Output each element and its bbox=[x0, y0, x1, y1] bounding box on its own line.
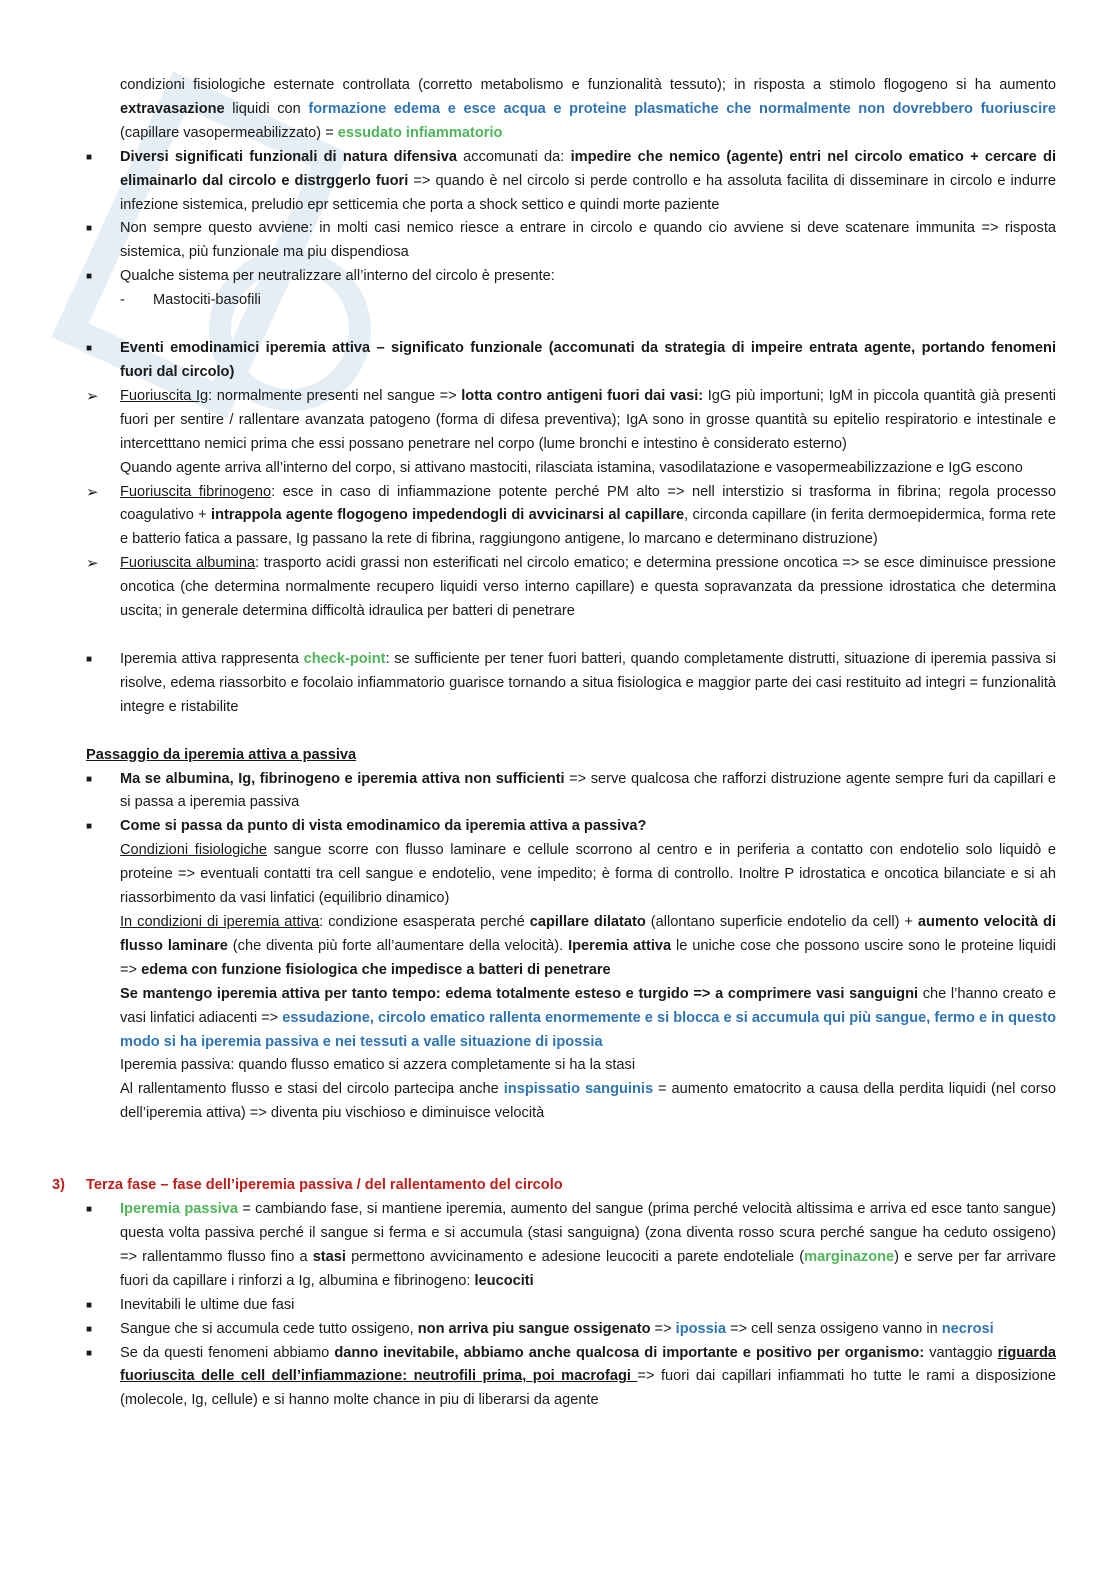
square-bullet-icon: ■ bbox=[86, 821, 93, 833]
square-bullet-icon: ■ bbox=[86, 1204, 93, 1216]
sub-item-mastociti: - Mastociti-basofili bbox=[0, 289, 1116, 313]
list-item-non-sempre: ■ Non sempre questo avviene: in molti casi nemico riesce a entrare in circolo e quando cio avviene si deve scatenare immunita => risposta sistemica, più funzionale ma piu dispendiosa bbox=[0, 217, 1116, 265]
list-item-non-sufficienti: ■ Ma se albumina, Ig, fibrinogeno e iperemia attiva non sufficienti => serve qualcosa che rafforzi distruzione agente sempre furi da capillari e si passa a iperemia passiva bbox=[0, 768, 1116, 816]
document-page bbox=[0, 74, 1116, 1413]
section-title-terza-fase: 3) Terza fase – fase dell’iperemia passiva / del rallentamento del circolo bbox=[52, 1177, 563, 1194]
square-bullet-icon: ■ bbox=[86, 223, 93, 235]
square-bullet-icon: ■ bbox=[86, 1323, 93, 1335]
list-item-check-point: ■ Iperemia attiva rappresenta check-point: se sufficiente per tener fuori batteri, quando completamente distrutti, situazione di iperemia passiva si risolve, edema riassorbito e focolaio infiammatorio guarisce tornando a situa fisiologica e maggior parte dei casi restituito ad integri = funzionalità integre e ristabilite bbox=[0, 648, 1116, 720]
list-item-iperemia-passiva: ■ Iperemia passiva = cambiando fase, si mantiene iperemia, aumento del sangue (prima perché velocità altissima e arriva ed esce tanto sangue) questa volta passiva perché il sangue si ferma e si accumula (stasi sanguigna) (zona diventa rosso scura perché sangue ha ceduto ossigeno) => rallentammo flusso fino a stasi permettono avvicinamento e adesione leucociti a parete endoteliale (marginazone) e serve per far arrivare fuori da capillare i rinforzi a Ig, albumina e fibrinogeno: leucociti bbox=[0, 1198, 1116, 1294]
list-item-eventi-emodinamici: ■ Eventi emodinamici iperemia attiva – significato funzionale (accomunati da strategia di impeire entrata agente, portando fenomeni fuori dal circolo) bbox=[0, 337, 1116, 385]
list-item-fuoriuscita-ig: ➢ Fuoriuscita Ig: normalmente presenti nel sangue => lotta contro antigeni fuori dai vasi: IgG più importuni; IgM in piccola quantità già presenti fuori per sentire / rallentare avanzata patogeno (forma di difesa preventiva); IgA sono in grosse quantità su epitelio respiratorio e intestinale e intercetttano nemici prima che essi possano penetrare nel corpo (lume bronchi e intestino è considerato esterno) Quando agente arriva all’interno del corpo, si attivano mastociti, rilasciata istamina, vasodilatazione e vasopermeabilizzazione e IgG escono bbox=[0, 385, 1116, 481]
section-heading-passaggio: Passaggio da iperemia attiva a passiva bbox=[86, 746, 357, 763]
dash-bullet-icon: - bbox=[120, 292, 125, 309]
square-bullet-icon: ■ bbox=[86, 271, 93, 283]
square-bullet-icon: ■ bbox=[86, 773, 93, 785]
arrow-bullet-icon: ➢ bbox=[86, 387, 99, 405]
arrow-bullet-icon: ➢ bbox=[86, 483, 99, 501]
list-item-fuoriuscita-albumina: ➢ Fuoriuscita albumina: trasporto acidi grassi non esterificati nel circolo ematico; e determina pressione oncotica => se esce diminuisce pressione oncotica (che determina normalmente recupero liquidi verso interno capillare) e questa sopravanzata da pressione idrostatica che determina uscita; in generale determina difficoltà idraulica per batteri di penetrare bbox=[0, 552, 1116, 624]
square-bullet-icon: ■ bbox=[86, 343, 93, 355]
paragraph-continuation: condizioni fisiologiche esternate controllata (corretto metabolismo e funzionalità tessuto); in risposta a stimolo flogogeno si ha aumento extravasazione liquidi con formazione edema e esce acqua e proteine plasmatiche che normalmente non dovrebbero fuoriuscire (capillare vasopermeabilizzato) = essudato infiammatorio bbox=[120, 77, 1056, 141]
list-item-significati: ■ Diversi significati funzionali di natura difensiva accomunati da: impedire che nemico (agente) entri nel circolo ematico + cercare di elimainarlo dal circolo e distrggerlo fuori => quando è nel circolo si perde controllo e ha assoluta facilita di disseminare in circolo e indurre infezione sistemica, preludio epr setticemia che porta a shock settico e quindi morte paziente bbox=[0, 146, 1116, 218]
arrow-bullet-icon: ➢ bbox=[86, 555, 99, 573]
square-bullet-icon: ■ bbox=[86, 1299, 93, 1311]
square-bullet-icon: ■ bbox=[86, 653, 93, 665]
list-item-ossigeno: ■ Sangue che si accumula cede tutto ossigeno, non arriva piu sangue ossigenato => ipossia => cell senza ossigeno vanno in necrosi bbox=[0, 1318, 1116, 1342]
list-item-vantaggio: ■ Se da questi fenomeni abbiamo danno inevitabile, abbiamo anche qualcosa di importante e positivo per organismo: vantaggio riguarda fuoriuscita delle cell dell’infiammazione: neutrofili prima, poi macrofagi => fuori dai capillari infiammati ho tutte le rami a disposizione (molecole, Ig, cellule) e si hanno molte chance in piu di liberarsi da agente bbox=[0, 1342, 1116, 1414]
square-bullet-icon: ■ bbox=[86, 151, 93, 163]
square-bullet-icon: ■ bbox=[86, 1347, 93, 1359]
list-item-inevitabili: ■ Inevitabili le ultime due fasi bbox=[0, 1294, 1116, 1318]
list-item-qualche-sistema: ■ Qualche sistema per neutralizzare all’interno del circolo è presente: bbox=[0, 265, 1116, 289]
list-item-fuoriuscita-fibrinogeno: ➢ Fuoriuscita fibrinogeno: esce in caso di infiammazione potente perché PM alto => nell interstizio si trasforma in fibrina; regola processo coagulativo + intrappola agente flogogeno impedendogli di avvicinarsi al capillare, circonda capillare (in ferita dermoepidermica, forma rete e batterio fatica a passare, Ig passano la rete di fibrina, raggiungono antigene, lo marcano e determinano distruzione) bbox=[0, 481, 1116, 553]
list-item-come-si-passa: ■ Come si passa da punto di vista emodinamico da iperemia attiva a passiva? Condizioni fisiologiche sangue scorre con flusso laminare e cellule scorrono al centro e in periferia a contatto con endotelio solo liquidò e proteine => eventuali contatti tra cell sangue e endotelio, vene impedito; è forma di controllo. Inoltre P idrostatica e oncotica bilanciate e si ah riassorbimento da vasi linfatici (equilibrio dinamico) In condizioni di iperemia attiva: condizione esasperata perché capillare dilatato (allontano superficie endotelio da cell) + aumento velocità di flusso laminare (che diventa più forte all’aumentare della velocità). Iperemia attiva le uniche cose che possono uscire sono le proteine liquidi => edema con funzione fisiologica che impedisce a batteri di penetrare Se mantengo iperemia attiva per tanto tempo: edema totalmente esteso e turgido => a comprimere vasi sanguigni che l’hanno creato e vasi linfatici adiacenti => essudazione, circolo ematico rallenta enormemente e si blocca e si accumula qui più sangue, fermo e in questo modo si ha iperemia passiva e nei tessuti a valle situazione di ipossia Iperemia passiva: quando flusso ematico si azzera completamente si ha la stasi Al rallentamento flusso e stasi del circolo partecipa anche inspissatio sanguinis = aumento ematocrito a causa della perdita liquidi (nel corso dell’iperemia attiva) => diventa piu vischioso e diminuisce velocità bbox=[0, 815, 1116, 1126]
